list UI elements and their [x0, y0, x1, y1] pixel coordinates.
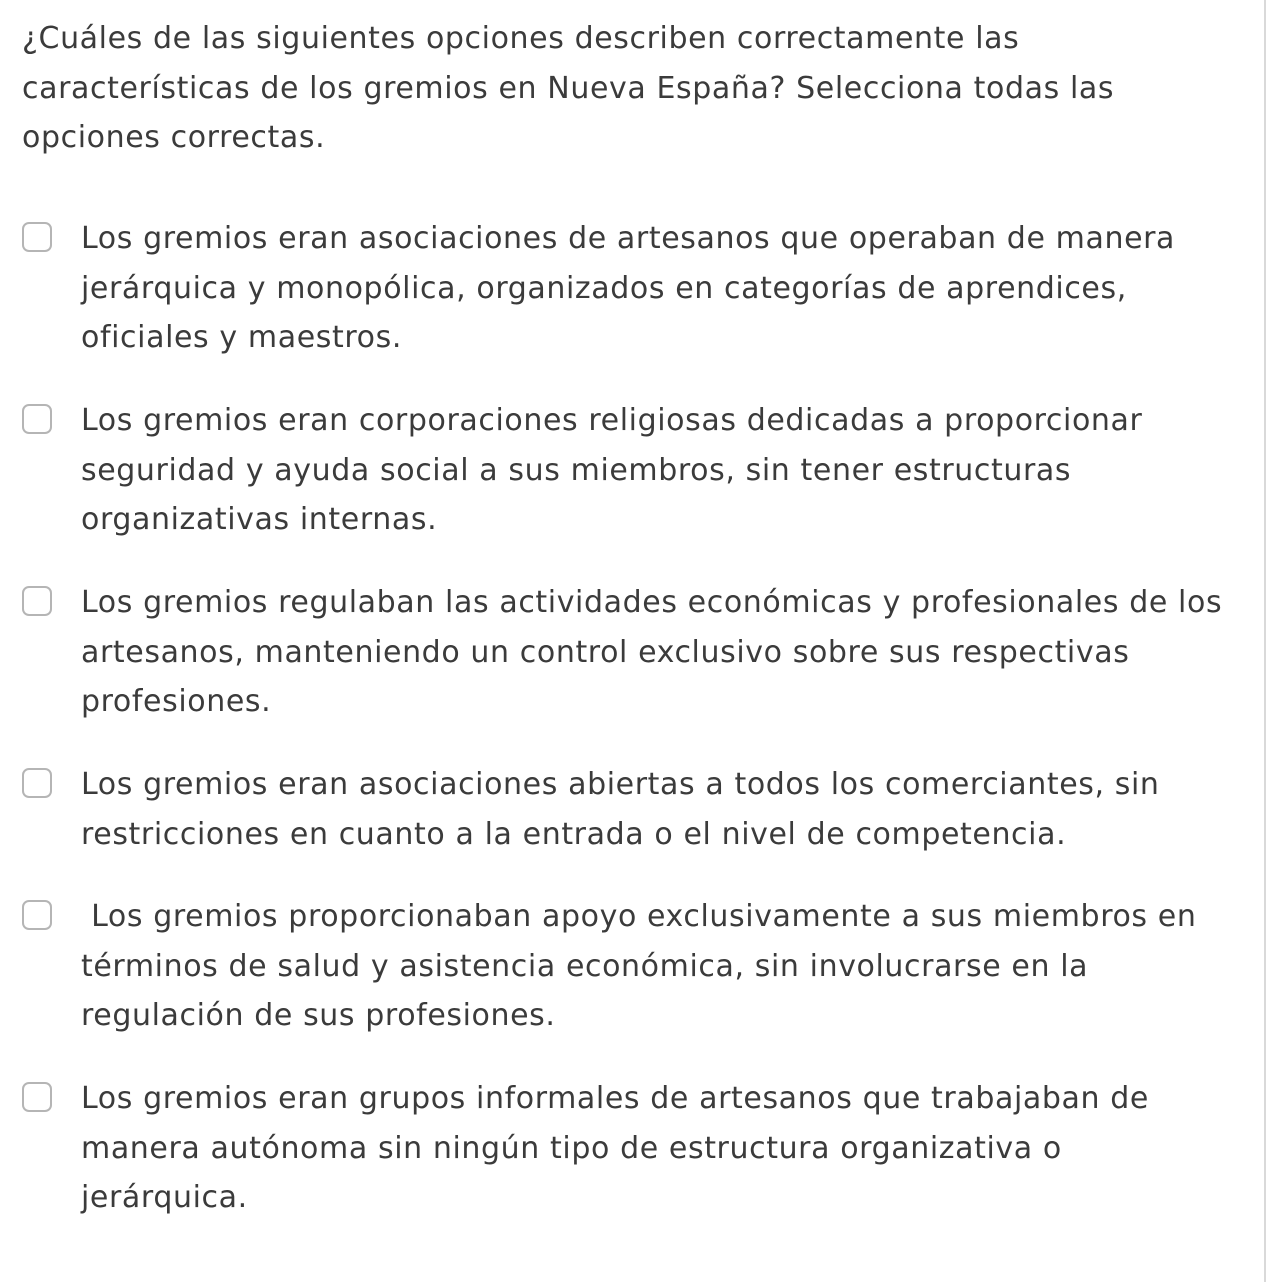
option-label-1: Los gremios eran asociaciones de artesanos que operaban de manera jerárquica y monopólica, organizados en categorías de aprendices, oficiales y maestros. [81, 221, 1186, 355]
checkbox-option-2[interactable] [22, 404, 52, 434]
checkbox-option-6[interactable] [22, 1082, 52, 1112]
checkbox-option-1[interactable] [22, 222, 52, 252]
option-label-6: Los gremios eran grupos informales de artesanos que trabajaban de manera autónoma sin ningún tipo de estructura organizativa o jerárquica. [81, 1081, 1160, 1215]
checkbox-option-5[interactable] [22, 900, 52, 930]
option-label-2: Los gremios eran corporaciones religiosas dedicadas a proporcionar seguridad y ayuda social a sus miembros, sin tener estructuras organizativas internas. [81, 403, 1153, 537]
option-label-3: Los gremios regulaban las actividades económicas y profesionales de los artesanos, manteniendo un control exclusivo sobre sus respectivas profesiones. [81, 585, 1233, 719]
checkbox-option-3[interactable] [22, 586, 52, 616]
option-label-4: Los gremios eran asociaciones abiertas a todos los comerciantes, sin restricciones en cuanto a la entrada o el nivel de competencia. [81, 767, 1170, 852]
option-label-5: Los gremios proporcionaban apoyo exclusivamente a sus miembros en términos de salud y asistencia económica, sin involucrarse en la regulación de sus profesiones. [81, 899, 1207, 1033]
checkbox-option-4[interactable] [22, 768, 52, 798]
question-prompt: ¿Cuáles de las siguientes opciones describen correctamente las características de los gremios en Nueva España? Selecciona todas las opciones correctas. [22, 21, 1115, 155]
